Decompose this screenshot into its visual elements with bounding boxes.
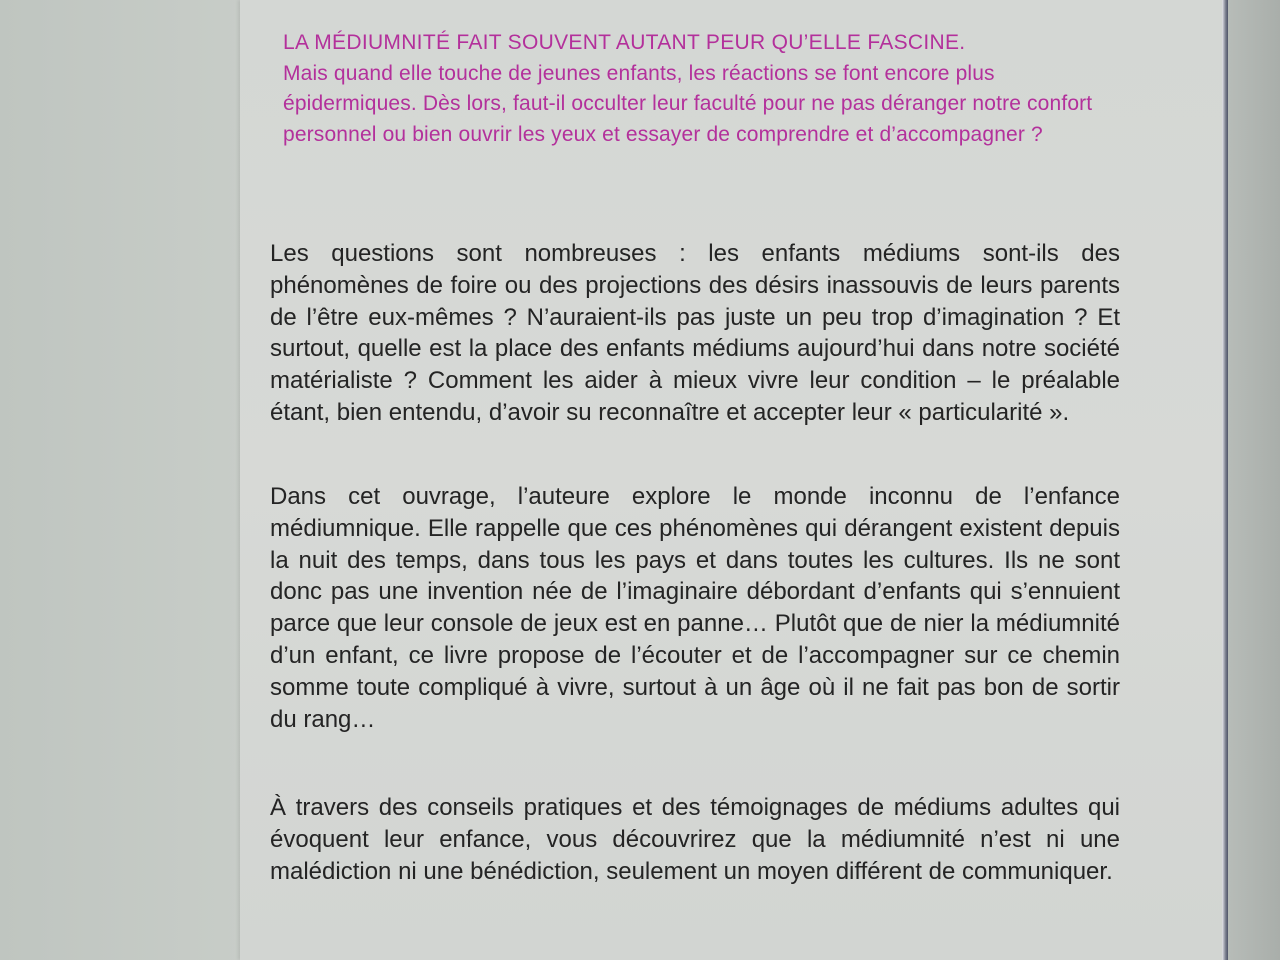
body-paragraph-questions: Les questions sont nombreuses : les enfants médiums sont-ils des phénomènes de foire ou des projections des désirs inassouvis de leurs parents de l’être eux-mêmes ? N’auraient-ils pas juste un peu trop d’imagination ? Et surtout, quelle est la place des enfants médiums aujourd’hui dans notre société matérialiste ? Comment les aider à mieux vivre leur condition – le préalable étant, bien entendu, d’avoir su reconnaître et accepter leur « particularité ». [270,240,1120,426]
lead-paragraph [283,28,1123,150]
lead-text: Mais quand elle touche de jeunes enfants, les réactions se font encore plus épidermiques. Dès lors, faut-il occulter leur faculté pour ne pas déranger notre confort personnel ou bien ouvrir les yeux et essayer de comprendre et d’accompagner ? [283,61,1093,146]
background-surface-right [1228,0,1280,960]
lead-heading: LA MÉDIUMNITÉ FAIT SOUVENT AUTANT PEUR QU’ELLE FASCINE. [283,31,966,54]
body-paragraph-conseils: À travers des conseils pratiques et des témoignages de médiums adultes qui évoquent leur enfance, vous découvrirez que la médiumnité n’est ni une malédiction ni une bénédiction, seulement un moyen différent de communiquer. [270,794,1120,885]
body-paragraph-ouvrage: Dans cet ouvrage, l’auteure explore le monde inconnu de l’enfance médiumnique. Elle rappelle que ces phénomènes qui dérangent existent depuis la nuit des temps, dans tous les pays et dans toutes les cultures. Ils ne sont donc pas une invention née de l’imaginaire débordant d’enfants qui s’ennuient parce que leur console de jeux est en panne… Plutôt que de nier la médiumnité d’un enfant, ce livre propose de l’écouter et de l’accompagner sur ce chemin somme toute compliqué à vivre, surtout à un âge où il ne fait pas bon de sortir du rang… [270,483,1120,733]
background-surface-left [0,0,250,960]
